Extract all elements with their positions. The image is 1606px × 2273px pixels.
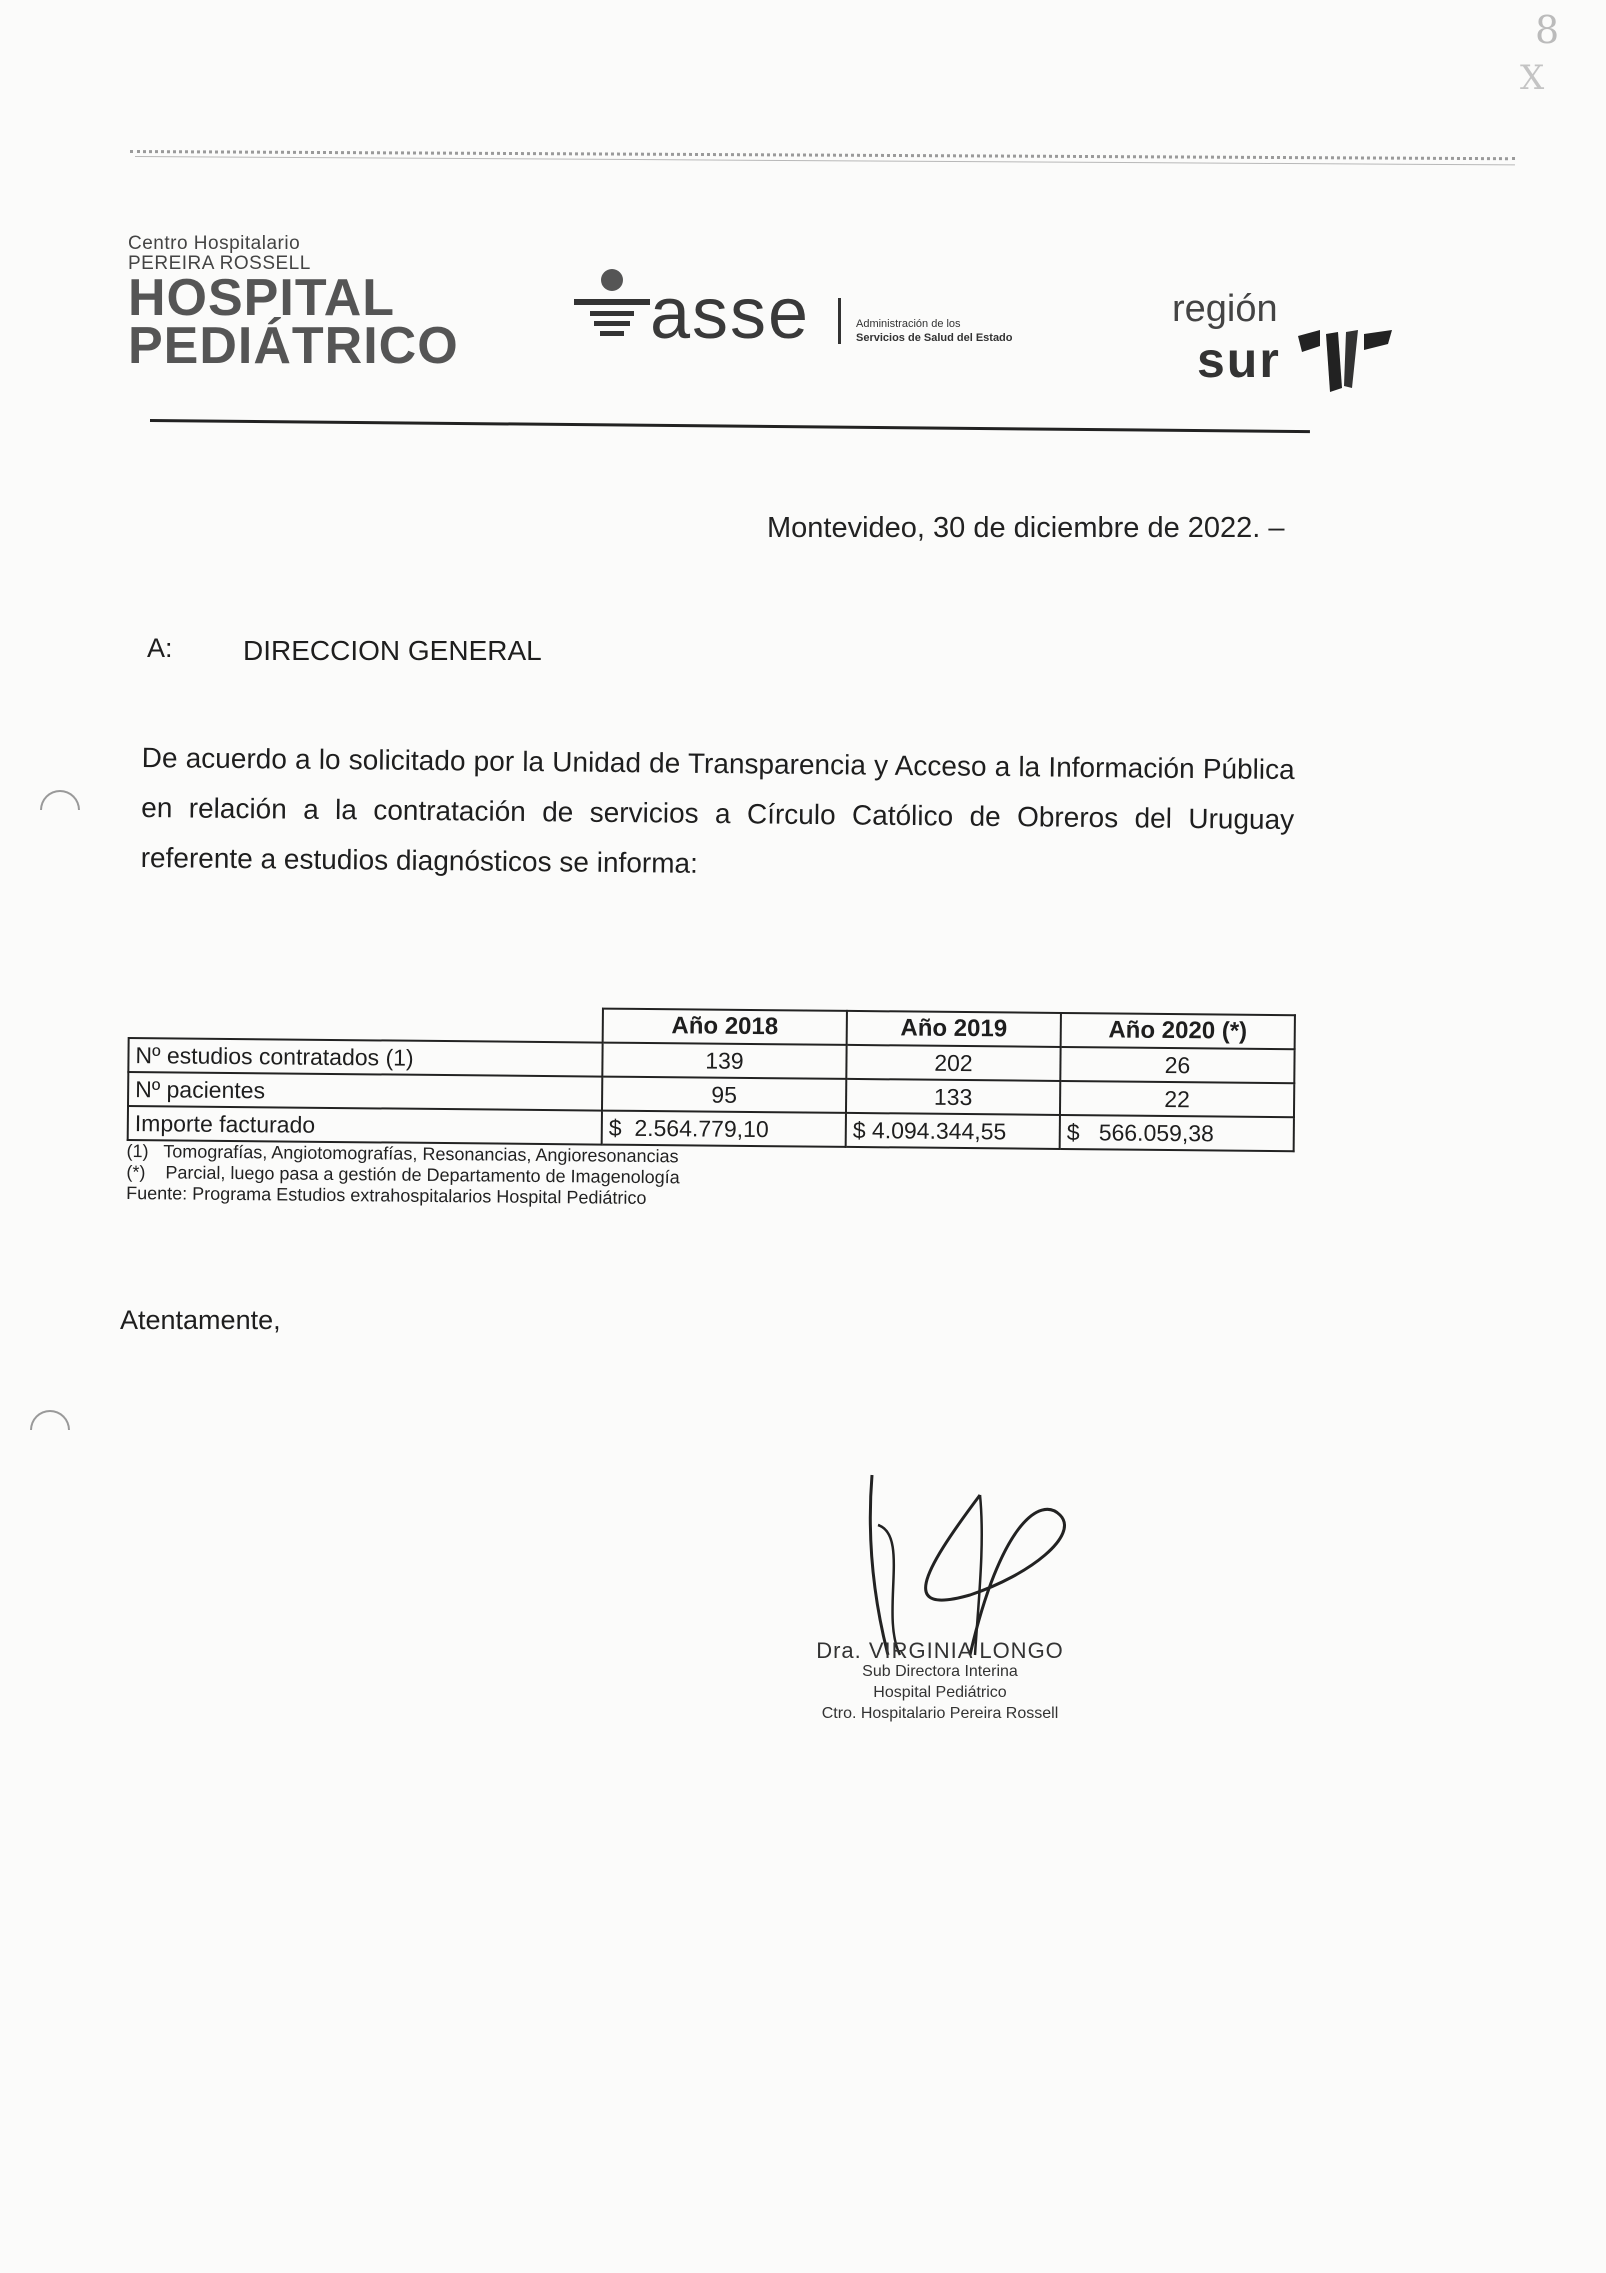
recipient-value: DIRECCION GENERAL xyxy=(243,635,542,666)
asse-logo-word: asse xyxy=(650,274,811,354)
table-cell: 22 xyxy=(1060,1081,1294,1117)
letterhead-rule xyxy=(150,419,1310,433)
table-cell: 139 xyxy=(602,1043,846,1079)
table-row-label: Nº pacientes xyxy=(128,1072,602,1111)
asse-logo-icon xyxy=(570,265,650,355)
asse-logo-divider xyxy=(838,298,841,344)
table-header-2018: Año 2018 xyxy=(603,1009,847,1045)
table-footnote: (*) Parcial, luego pasa a gestión de Departamento de Imagenología xyxy=(126,1161,680,1188)
hospital-logo-line2: PEDIÁTRICO xyxy=(128,317,459,375)
table-cell: $ 566.059,38 xyxy=(1060,1115,1294,1151)
hospital-logo-line1: HOSPITAL xyxy=(128,269,396,327)
signer-name: Dra. VIRGINIA LONGO xyxy=(816,1638,1064,1663)
studies-table-block xyxy=(126,1003,1296,1215)
table-row-label: Nº estudios contratados (1) xyxy=(128,1038,602,1077)
letter-body-paragraph: De acuerdo a lo solicitado por la Unidad de Transparencia y Acceso a la Información Pública en relación a la contratación de servicios a Círculo Católico de Obreros del Uruguay referente a estudios diagnósticos se informa: xyxy=(140,741,1295,879)
margin-handwritten-mark: X xyxy=(1520,58,1545,98)
signer-org: Ctro. Hospitalario Pereira Rossell xyxy=(821,1705,1059,1722)
region-sur-logo-word2: sur xyxy=(1197,332,1281,388)
table-header-2019: Año 2019 xyxy=(847,1011,1061,1047)
studies-table xyxy=(127,1003,1296,1152)
scan-border-line xyxy=(130,150,1515,160)
recipient-label: A: xyxy=(147,633,173,663)
table-footnote: (1) Tomografías, Angiotomografías, Resonancias, Angioresonancias xyxy=(126,1140,679,1167)
table-cell: 202 xyxy=(846,1045,1060,1081)
signature-block xyxy=(790,1640,1090,1724)
hole-punch-mark xyxy=(40,790,80,810)
region-sur-logo-icon xyxy=(1292,328,1402,398)
pereira-rossell-label: PEREIRA ROSSELL xyxy=(128,253,311,274)
signer-title: Sub Directora Interina xyxy=(862,1663,1018,1680)
table-cell: 133 xyxy=(846,1079,1060,1115)
table-cell: $ 2.564.779,10 xyxy=(602,1111,846,1147)
table-cell: 26 xyxy=(1060,1047,1294,1083)
letter-date: Montevideo, 30 de diciembre de 2022. – xyxy=(767,512,1285,544)
letter-closing: Atentamente, xyxy=(120,1305,281,1335)
centro-hospitalario-label: Centro Hospitalario xyxy=(128,233,301,254)
hole-punch-mark xyxy=(30,1410,70,1430)
table-source-note: Fuente: Programa Estudios extrahospitalarios Hospital Pediátrico xyxy=(126,1182,647,1208)
region-sur-logo-word1: región xyxy=(1172,288,1278,330)
signer-org: Hospital Pediátrico xyxy=(873,1684,1007,1701)
table-corner-cell xyxy=(129,1004,603,1043)
table-header-2020: Año 2020 (*) xyxy=(1061,1013,1295,1049)
table-footnotes xyxy=(126,1141,1295,1215)
asse-logo-subtitle: Administración de los Servicios de Salud del Estado xyxy=(856,318,1013,344)
page-number-mark: 8 xyxy=(1535,8,1560,52)
table-cell: $ 4.094.344,55 xyxy=(846,1113,1060,1149)
table-cell: 95 xyxy=(602,1077,846,1113)
table-row-label: Importe facturado xyxy=(128,1106,602,1145)
